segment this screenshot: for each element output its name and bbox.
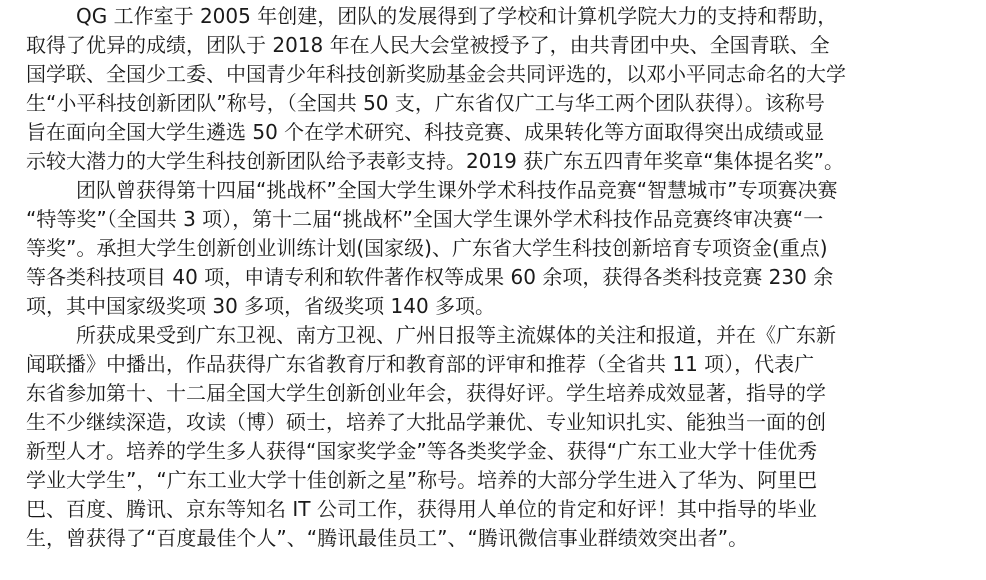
text-line: 东省参加第十、十二届全国大学生创新创业年会，获得好评。学生培养成效显著，指导的学 <box>26 381 826 405</box>
text-line: 生“小平科技创新团队”称号，（全国共 50 支，广东省仅广工与华工两个团队获得）。该称号 <box>26 91 825 115</box>
text-line: 取得了优异的成绩，团队于 2018 年在人民大会堂被授予了，由共青团中央、全国青联、全 <box>26 33 830 57</box>
text-line: 项，其中国家级奖项 30 多项，省级奖项 140 多项。 <box>26 294 496 318</box>
text-line: 等各类科技项目 40 项，申请专利和软件著作权等成果 60 余项，获得各类科技竞赛 230 余 <box>26 265 834 289</box>
text-line: “特等奖”（全国共 3 项），第十二届“挑战杯”全国大学生课外学术科技作品竞赛终审决赛“一 <box>26 207 824 231</box>
text-line: 示较大潜力的大学生科技创新团队给予表彰支持。2019 获广东五四青年奖章“集体提名奖”。 <box>26 149 844 173</box>
text-line: 学业大学生”，“广东工业大学十佳创新之星”称号。培养的大部分学生进入了华为、阿里巴 <box>26 468 818 492</box>
text-line: 生不少继续深造，攻读（博）硕士，培养了大批品学兼优、专业知识扎实、能独当一面的创 <box>26 410 826 434</box>
text-line: 国学联、全国少工委、中国青少年科技创新奖励基金会共同评选的，以邓小平同志命名的大学 <box>26 62 846 86</box>
text-line: 巴、百度、腾讯、京东等知名 IT 公司工作，获得用人单位的肯定和好评！其中指导的毕业 <box>26 497 817 521</box>
text-line: 闻联播》中播出，作品获得广东省教育厅和教育部的评审和推荐（全省共 11 项），代表广 <box>26 352 815 376</box>
text-line: 旨在面向全国大学生遴选 50 个在学术研究、科技竞赛、成果转化等方面取得突出成绩或显 <box>26 120 825 144</box>
text-line: QG 工作室于 2005 年创建，团队的发展得到了学校和计算机学院大力的支持和帮助， <box>76 4 838 28</box>
text-line: 所获成果受到广东卫视、南方卫视、广州日报等主流媒体的关注和报道，并在《广东新 <box>76 323 836 347</box>
text-line: 生，曾获得了“百度最佳个人”、“腾讯最佳员工”、“腾讯微信事业群绩效突出者”。 <box>26 526 749 550</box>
text-line: 等奖”。承担大学生创新创业训练计划(国家级)、广东省大学生科技创新培育专项资金(重点) <box>26 236 828 260</box>
text-line: 新型人才。培养的学生多人获得“国家奖学金”等各类奖学金、获得“广东工业大学十佳优秀 <box>26 439 818 463</box>
text-line: 团队曾获得第十四届“挑战杯”全国大学生课外学术科技作品竞赛“智慧城市”专项赛决赛 <box>76 178 838 202</box>
